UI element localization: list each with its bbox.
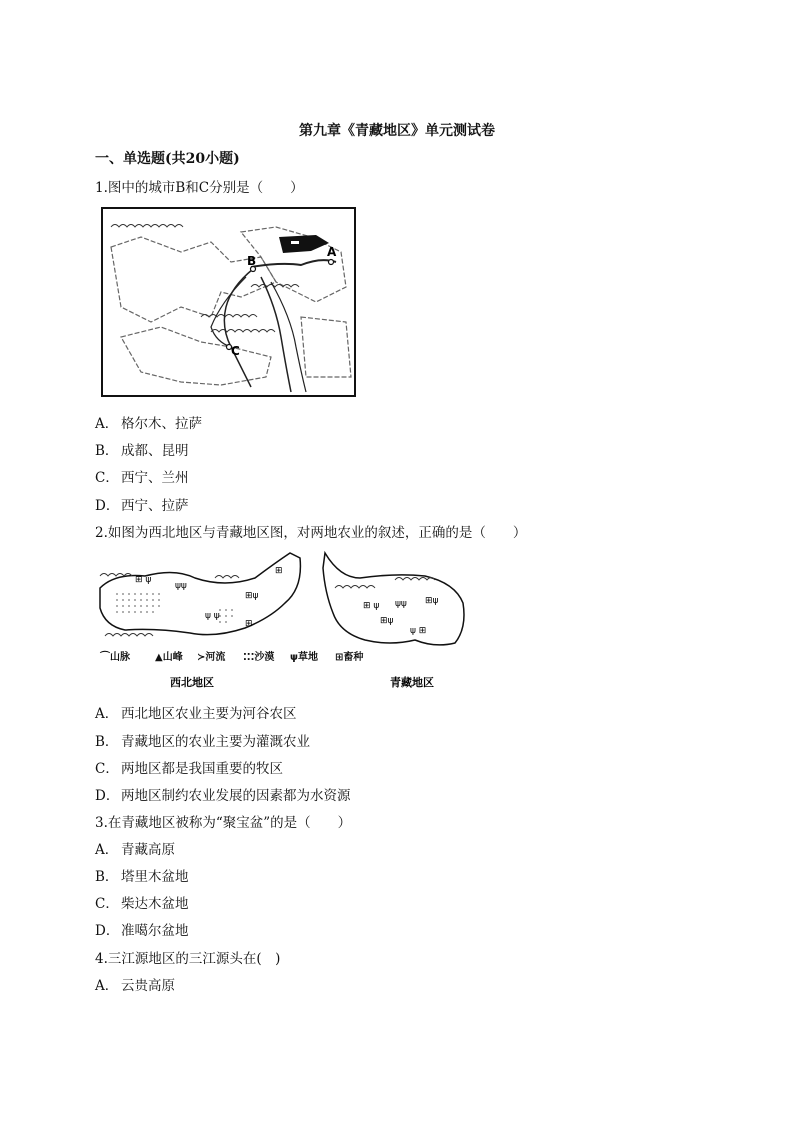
svg-text:▲山峰: ▲山峰 (155, 652, 183, 663)
q2-option-d: D． 两地区制约农业发展的因素都为水资源 (95, 788, 351, 804)
svg-text:⊞ψ: ⊞ψ (425, 596, 439, 606)
svg-text:ψ ⊞: ψ ⊞ (410, 626, 427, 636)
city-label-b: B (247, 254, 257, 268)
q1-option-c: C． 西宁、兰州 (95, 470, 189, 486)
svg-text:≻河流: ≻河流 (197, 652, 226, 663)
page-title: 第九章《青藏地区》单元测试卷 (299, 123, 495, 139)
question-2-stem: 2.如图为西北地区与青藏地区图，对两地农业的叙述，正确的是（ ） (95, 525, 527, 541)
svg-text:⊞ ψ: ⊞ ψ (363, 601, 380, 611)
q3-option-a: A． 青藏高原 (95, 842, 175, 858)
q1-option-b: B． 成都、昆明 (95, 443, 189, 459)
svg-text:ψ草地: ψ草地 (290, 652, 318, 663)
svg-text:ψψ: ψψ (175, 581, 187, 591)
svg-text:⊞: ⊞ (275, 566, 283, 576)
q4-option-a: A． 云贵高原 (95, 978, 175, 994)
svg-text:ψ ψ: ψ ψ (205, 611, 220, 621)
question-1-stem: 1.图中的城市B和C分别是（ ） (95, 180, 304, 196)
question-4-stem: 4.三江源地区的三江源头在( ) (95, 951, 281, 967)
map-qinghai-tibet-cities (101, 207, 356, 397)
caption-tibet: 青藏地区 (390, 676, 434, 689)
question-3-stem: 3.在青藏地区被称为“聚宝盆”的是（ ） (95, 815, 352, 831)
q1-option-d: D． 西宁、拉萨 (95, 498, 189, 514)
svg-text:⁚⁚⁚沙漠: ⁚⁚⁚沙漠 (243, 652, 275, 663)
map-northwest-and-tibet (95, 548, 470, 693)
city-label-c: C (231, 344, 240, 358)
caption-northwest: 西北地区 (170, 676, 214, 689)
q2-option-c: C． 两地区都是我国重要的牧区 (95, 761, 283, 777)
city-label-a: A (327, 245, 337, 259)
q1-option-a: A． 格尔木、拉萨 (95, 416, 202, 432)
svg-text:⌒山脉: ⌒山脉 (100, 652, 130, 663)
svg-text:⊞ψ: ⊞ψ (245, 591, 259, 601)
section-heading: 一、单选题(共20小题) (95, 151, 240, 167)
svg-text:ψψ: ψψ (395, 599, 407, 609)
svg-text:⊞ ψ: ⊞ ψ (135, 575, 152, 585)
q3-option-c: C． 柴达木盆地 (95, 896, 189, 912)
q3-option-d: D． 准噶尔盆地 (95, 923, 189, 939)
svg-text:⊞: ⊞ (245, 619, 253, 629)
q3-option-b: B． 塔里木盆地 (95, 869, 189, 885)
svg-text:⊞ψ: ⊞ψ (380, 616, 394, 626)
q2-option-b: B． 青藏地区的农业主要为灌溉农业 (95, 734, 310, 750)
q2-option-a: A． 西北地区农业主要为河谷农区 (95, 706, 297, 722)
svg-text:⊞畜种: ⊞畜种 (335, 652, 364, 663)
